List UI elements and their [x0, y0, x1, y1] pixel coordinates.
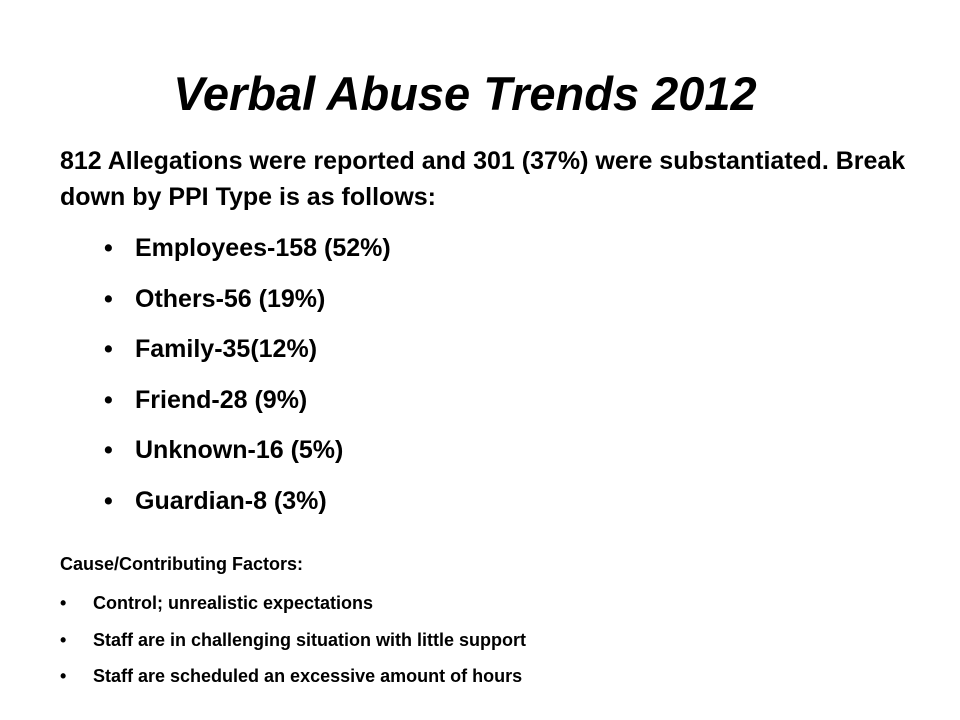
- bullet-icon: •: [60, 629, 67, 650]
- bullet-icon: •: [60, 666, 67, 686]
- factor-label: Control; unrealistic expectations: [93, 593, 374, 613]
- slide-title: Verbal Abuse Trends 2012: [173, 67, 757, 120]
- ppi-type-label: Guardian-8 (3%): [135, 486, 327, 515]
- ppi-type-label: Others-56 (19%): [135, 284, 326, 313]
- ppi-type-label: Family-35(12%): [135, 335, 318, 364]
- bullet-icon: •: [104, 234, 113, 262]
- factors-heading: Cause/Contributing Factors:: [60, 554, 304, 574]
- intro-paragraph: 812 Allegations were reported and 301 (37%) were substantiated. Break down by PPI Type is as follows:: [60, 147, 906, 211]
- factor-label: Staff are in challenging situation with little support: [93, 629, 527, 650]
- bullet-icon: •: [60, 593, 67, 613]
- bullet-icon: •: [104, 436, 113, 465]
- ppi-type-label: Employees-158 (52%): [135, 234, 391, 262]
- bullet-icon: •: [104, 335, 113, 364]
- ppi-type-label: Friend-28 (9%): [135, 385, 308, 414]
- bullet-icon: •: [104, 284, 113, 313]
- ppi-type-label: Unknown-16 (5%): [135, 436, 344, 465]
- bullet-icon: •: [104, 486, 113, 515]
- factor-label: Staff are scheduled an excessive amount of hours: [93, 666, 523, 686]
- bullet-icon: •: [104, 385, 113, 414]
